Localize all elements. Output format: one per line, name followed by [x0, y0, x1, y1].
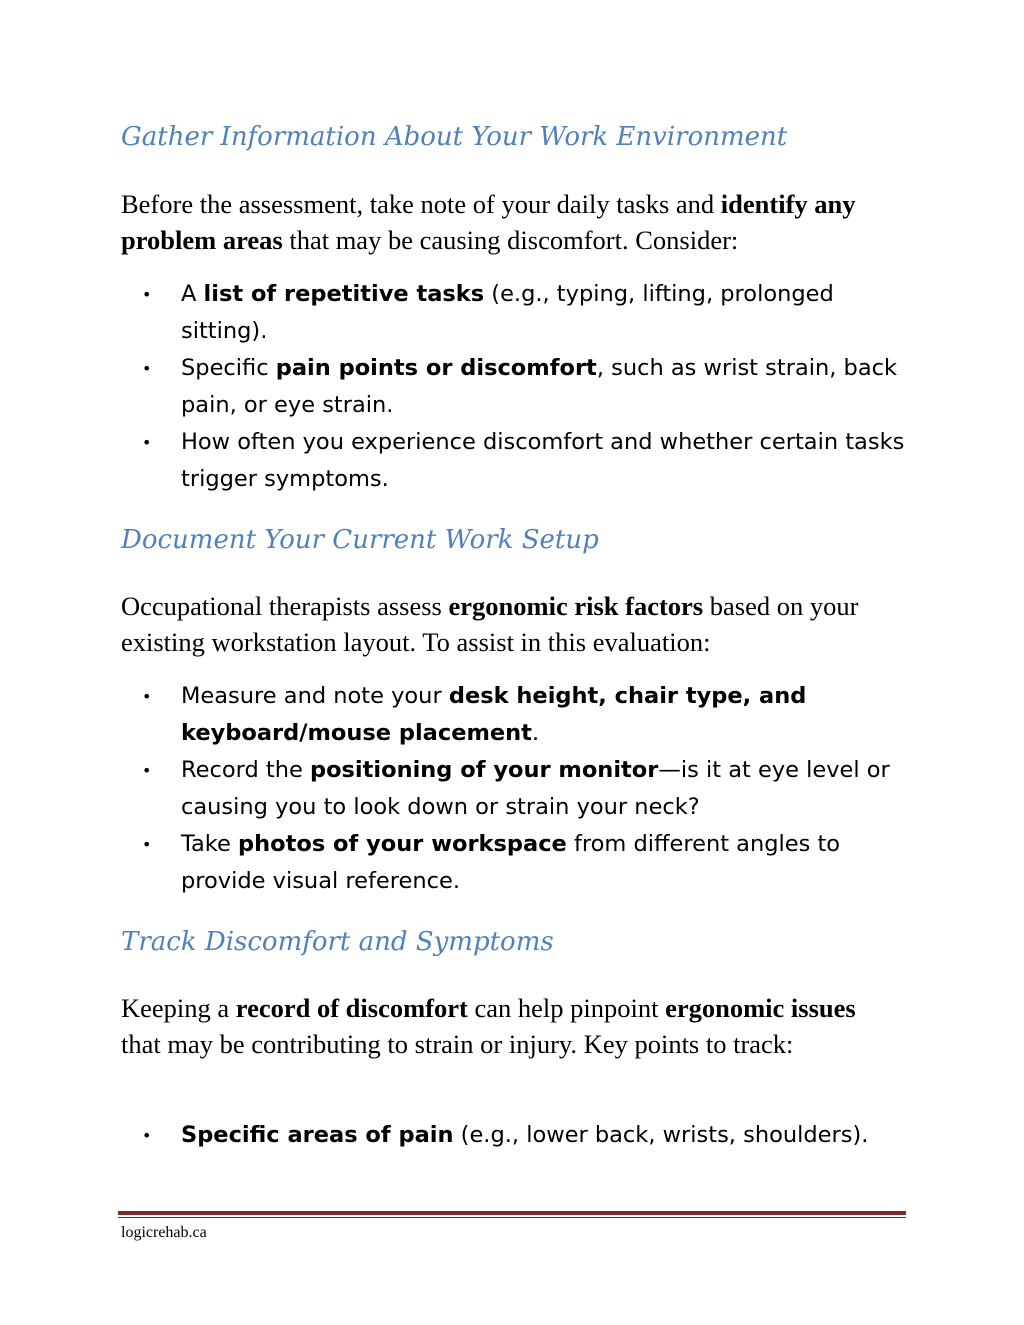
bullet-text-2: .	[531, 720, 540, 746]
bullet-list-track-discomfort	[142, 1117, 912, 1154]
intro-text-0: Before the assessment, take note of your daily tasks and	[121, 189, 721, 219]
bullet-list-item	[142, 276, 912, 350]
intro-text-0: Occupational therapists assess	[121, 591, 449, 621]
intro-bold-text-1: identify any problem areas	[121, 189, 856, 255]
bullet-bold-text-1: positioning of your monitor	[309, 757, 659, 783]
intro-text-2: that may be causing discomfort. Consider:	[282, 225, 739, 255]
bullet-list-item	[142, 1117, 912, 1154]
intro-text-0: Keeping a	[121, 993, 236, 1023]
bullet-list-item	[142, 350, 912, 424]
bullet-bold-text-1: photos of your workspace	[238, 831, 567, 857]
intro-text-4: that may be contributing to strain or injury. Key points to track:	[121, 1029, 794, 1059]
bullet-list-item	[142, 826, 912, 900]
bullet-text-0: Specific	[181, 355, 276, 381]
intro-text-2: can help pinpoint	[467, 993, 666, 1023]
bullet-text-0: How often you experience discomfort and whether certain tasks trigger symptoms.	[181, 429, 905, 492]
intro-bold-text-3: ergonomic issues	[665, 993, 856, 1023]
section-intro-document-setup	[121, 588, 901, 660]
footer-divider-thin	[118, 1217, 906, 1218]
bullet-text-0: A	[181, 281, 204, 307]
bullet-list-item	[142, 752, 912, 826]
section-heading-gather-information: Gather Information About Your Work Environment	[121, 122, 788, 152]
bullet-list-gather-information	[142, 276, 912, 498]
bullet-text-2: , such as wrist strain, back pain, or eye strain.	[181, 355, 898, 418]
section-heading-document-setup: Document Your Current Work Setup	[121, 525, 599, 555]
bullet-text-0: Record the	[181, 757, 310, 783]
bullet-text-2: (e.g., typing, lifting, prolonged sitting).	[181, 281, 834, 344]
intro-text-2: based on your existing workstation layout. To assist in this evaluation:	[121, 591, 859, 657]
bullet-text-2: —is it at eye level or causing you to look down or strain your neck?	[181, 757, 890, 820]
bullet-bold-text-1: list of repetitive tasks	[203, 281, 485, 307]
footer-site-url: logicrehab.ca	[121, 1224, 207, 1241]
bullet-text-0: Take	[181, 831, 239, 857]
intro-bold-text-1: record of discomfort	[235, 993, 468, 1023]
section-intro-track-discomfort	[121, 990, 901, 1062]
bullet-text-1: (e.g., lower back, wrists, shoulders).	[453, 1122, 869, 1148]
bullet-bold-text-1: desk height, chair type, and keyboard/mouse placement	[181, 683, 807, 746]
bullet-list-document-setup	[142, 678, 912, 900]
bullet-bold-text-1: pain points or discomfort	[275, 355, 597, 381]
section-heading-track-discomfort: Track Discomfort and Symptoms	[121, 927, 554, 957]
bullet-text-0: Measure and note your	[181, 683, 449, 709]
bullet-list-item	[142, 678, 912, 752]
bullet-list-item	[142, 424, 912, 498]
bullet-text-2: from different angles to provide visual reference.	[181, 831, 841, 894]
bullet-bold-text-0: Specific areas of pain	[181, 1122, 454, 1148]
intro-bold-text-1: ergonomic risk factors	[448, 591, 704, 621]
section-intro-gather-information	[121, 186, 901, 258]
footer-divider-thick	[118, 1211, 906, 1215]
